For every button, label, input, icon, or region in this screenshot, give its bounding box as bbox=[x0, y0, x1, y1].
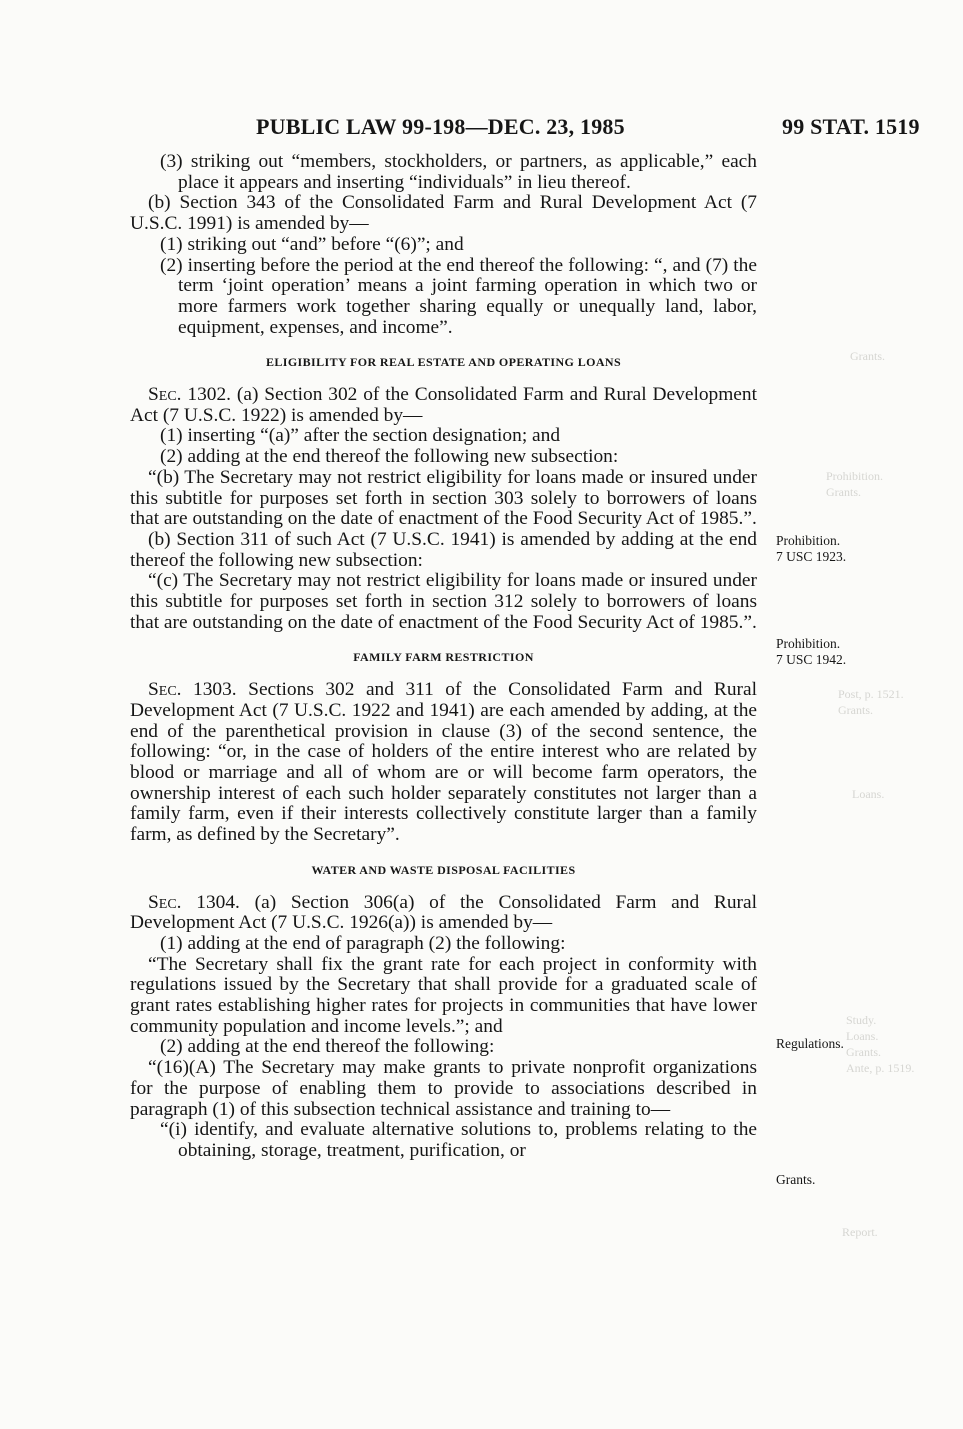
paragraph: “(c) The Secretary may not restrict eligibility for loans made or insured under this subtitle for purposes set forth in section 312 solely to borrowers of loans that are outstanding on the date of enactment of the Food Security Act of 1985.”. bbox=[130, 570, 757, 633]
paragraph: (1) striking out “and” before “(6)”; and bbox=[160, 233, 464, 255]
section-label: Sec. 1303. bbox=[148, 679, 237, 701]
bleed-through: Loans. bbox=[852, 787, 885, 801]
paragraph bbox=[130, 893, 757, 934]
paragraph: “(b) The Secretary may not restrict eligibility for loans made or insured under this subtitle for purposes set forth in section 303 solely to borrowers of loans that are outstanding on the date of enactment of the Food Security Act of 1985.”. bbox=[130, 466, 757, 530]
paragraph: (2) inserting before the period at the end thereof the following: “, and (7) the term ‘joint operation’ means a joint farming operation in which two or more farmers work together sharing equally or unequally land, labor, equipment, expenses, and income”. bbox=[160, 254, 757, 338]
paragraph: (1) adding at the end of paragraph (2) the following: bbox=[160, 932, 566, 954]
margin-note-line: 7 USC 1923. bbox=[776, 549, 847, 564]
paragraph: (2) adding at the end thereof the following: bbox=[160, 1036, 495, 1058]
bleed-through: Report. bbox=[842, 1225, 878, 1239]
paragraph: (1) inserting “(a)” after the section designation; and bbox=[160, 425, 561, 447]
section-heading: ELIGIBILITY FOR REAL ESTATE AND OPERATING LOANS bbox=[265, 355, 622, 370]
body-text bbox=[130, 152, 757, 1162]
section-label: Sec. 1302. bbox=[148, 384, 232, 406]
bleed-through: Prohibition. Grants. bbox=[826, 469, 884, 499]
margin-note: Regulations. bbox=[776, 1036, 844, 1051]
section-label: Sec. 1304. bbox=[148, 891, 240, 913]
paragraph bbox=[130, 385, 757, 426]
paragraph-text: Sections 302 and 311 of the Consolidated Farm and Rural Development Act (7 U.S.C. 1922 and 1941) are each amended by adding, at the end of the parenthetical provision in clause (3) of the second sentence, the following: “or, in the case of holders of the entire interest who are related by blood or marriage and all of whom are or will become farm operators, the ownership interest of each such holder separately constitutes not larger than a family farm, even if their interests collectively constitute larger than a family farm, as defined by the Secretary”. bbox=[130, 679, 757, 846]
margin-note: Grants. bbox=[776, 1172, 816, 1187]
margin-note-line: Prohibition. bbox=[776, 636, 841, 651]
margin-note bbox=[776, 533, 846, 565]
margin-note-line: 7 USC 1942. bbox=[776, 652, 847, 667]
margin-note bbox=[776, 636, 846, 668]
paragraph: (3) striking out “members, stockholders, or partners, as applicable,” each place it appears and inserting “individuals” in lieu thereof. bbox=[160, 151, 757, 193]
running-header: PUBLIC LAW 99-198—DEC. 23, 1985 bbox=[256, 114, 625, 139]
section-heading: FAMILY FARM RESTRICTION bbox=[353, 650, 534, 665]
page-number: 99 STAT. 1519 bbox=[782, 114, 920, 139]
paragraph: “(16)(A) The Secretary may make grants to private nonprofit organizations for the purpose of enabling them to provide to associations described in paragraph (1) of this subsection technical assistance and training to— bbox=[130, 1057, 757, 1120]
paragraph: (2) adding at the end thereof the following new subsection: bbox=[160, 446, 619, 468]
paragraph: (b) Section 311 of such Act (7 U.S.C. 1941) is amended by adding at the end thereof the following new subsection: bbox=[130, 528, 757, 571]
paragraph-text: (a) Section 306(a) of the Consolidated Farm and Rural Development Act (7 U.S.C. 1926(a)) is amended by— bbox=[130, 891, 757, 934]
bleed-through: Grants. bbox=[850, 349, 885, 363]
paragraph: “The Secretary shall fix the grant rate for each project in conformity with regulations issued by the Secretary that shall provide for a graduated scale of grant rates establishing higher rates for projects in communities that have lower community population and income levels.”; and bbox=[130, 953, 757, 1037]
margin-note-line: Prohibition. bbox=[776, 533, 841, 548]
paragraph bbox=[130, 680, 757, 846]
bleed-through: Post, p. 1521. Grants. bbox=[838, 687, 904, 717]
section-heading: WATER AND WASTE DISPOSAL FACILITIES bbox=[311, 862, 576, 877]
bleed-through: Study. Loans. Grants. Ante, p. 1519. bbox=[846, 1013, 915, 1075]
paragraph: (b) Section 343 of the Consolidated Farm and Rural Development Act (7 U.S.C. 1991) is amended by— bbox=[130, 192, 757, 235]
paragraph-text: (a) Section 302 of the Consolidated Farm and Rural Development Act (7 U.S.C. 1922) is amended by— bbox=[130, 384, 757, 426]
paragraph: “(i) identify, and evaluate alternative solutions to, problems relating to the obtaining, storage, treatment, purification, or bbox=[160, 1119, 757, 1161]
